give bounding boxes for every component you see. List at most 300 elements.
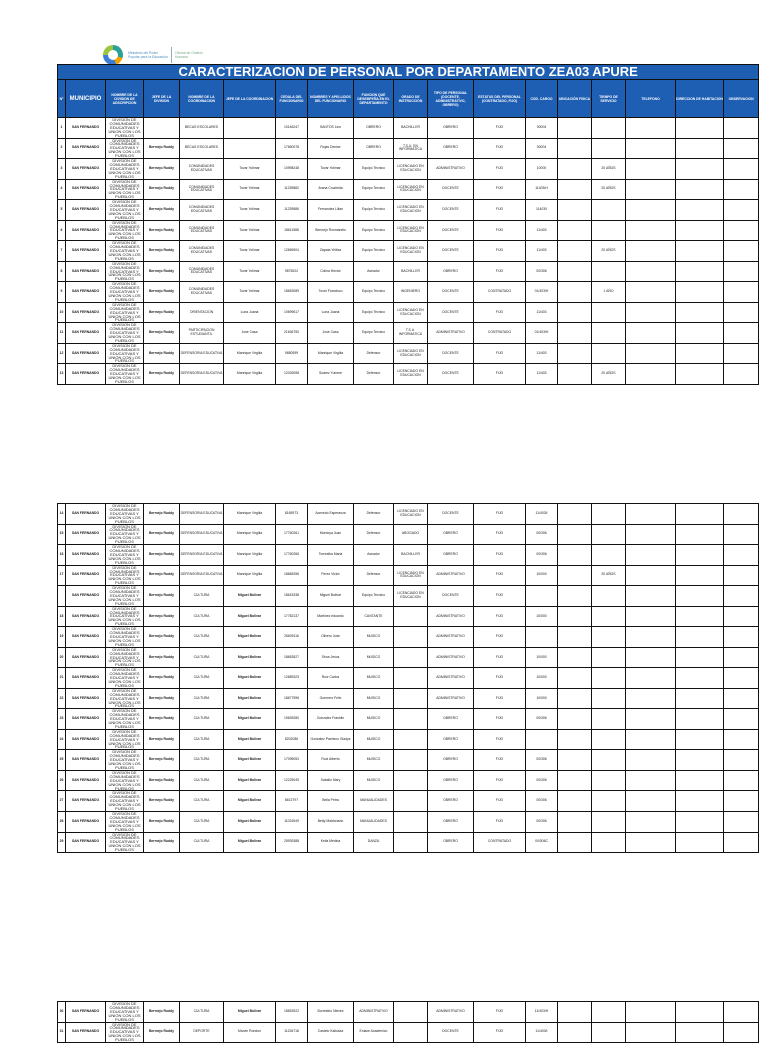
table-row bbox=[58, 668, 759, 689]
cell-div: DIVISION DE COMUNIDADES EDUCATIVAS Y UNION CON LOS PUEBLOS bbox=[106, 627, 144, 648]
cell-jcoord: Tovar Yolimar bbox=[224, 261, 276, 282]
cell-jefe: Bermejo Ruddy bbox=[144, 647, 180, 668]
cell-tel bbox=[626, 729, 676, 750]
cell-obs bbox=[724, 504, 759, 525]
cell-jcoord: Miguel Bolivar bbox=[224, 791, 276, 812]
cell-coord: COMUNIDADES EDUCATIVAS bbox=[180, 241, 224, 262]
cell-tipo: OBRERO bbox=[428, 729, 474, 750]
cell-coord: BECAS ESCOLARES bbox=[180, 118, 224, 139]
cell-func: OBRERO bbox=[354, 118, 394, 139]
column-header: NOMBRES Y APELLIDOS DEL FUNCIONARIO bbox=[308, 80, 354, 118]
cell-cod: 11403/H bbox=[526, 179, 558, 200]
cell-est: FIJO bbox=[474, 791, 526, 812]
cell-grado: LICENCIADO EN EDUCACION bbox=[394, 302, 428, 323]
column-header: JEFE DE LA COORDINACION bbox=[224, 80, 276, 118]
cell-mun: SAN FERNANDO bbox=[66, 323, 106, 344]
cell-obs bbox=[724, 1002, 759, 1023]
cell-func: Defensor bbox=[354, 504, 394, 525]
cell-jefe: Bermejo Ruddy bbox=[144, 729, 180, 750]
cell-grado bbox=[394, 729, 428, 750]
column-header: CEDULA DEL FUNCIONARIO bbox=[276, 80, 308, 118]
cell-mun: SAN FERNANDO bbox=[66, 770, 106, 791]
cell-coord: COMUNIDADES EDUCATIVAS bbox=[180, 200, 224, 221]
cell-mun: SAN FERNANDO bbox=[66, 811, 106, 832]
table-row bbox=[58, 138, 759, 159]
cell-ts bbox=[592, 545, 626, 566]
cell-nom: Bella Petra bbox=[308, 791, 354, 812]
cell-mun: SAN FERNANDO bbox=[66, 750, 106, 771]
cell-mun: SAN FERNANDO bbox=[66, 138, 106, 159]
cell-grado: BACHILLER bbox=[394, 261, 428, 282]
cell-ubic bbox=[558, 729, 592, 750]
cell-mun: SAN FERNANDO bbox=[66, 709, 106, 730]
cell-grado: LICENCIADO EN EDUCACION bbox=[394, 179, 428, 200]
cell-ubic bbox=[558, 179, 592, 200]
cell-jefe: Bermejo Ruddy bbox=[144, 627, 180, 648]
cell-obs bbox=[724, 770, 759, 791]
cell-ced: 11239886 bbox=[276, 200, 308, 221]
cell-cod bbox=[526, 627, 558, 648]
cell-grado bbox=[394, 606, 428, 627]
cell-ts bbox=[592, 586, 626, 607]
cell-ced: 12225049 bbox=[276, 770, 308, 791]
cell-mun: SAN FERNANDO bbox=[66, 200, 106, 221]
cell-n: 19 bbox=[58, 627, 66, 648]
cell-jefe bbox=[144, 118, 180, 139]
cell-ced: 18653527 bbox=[276, 647, 308, 668]
cell-tel bbox=[626, 770, 676, 791]
cell-func: MUSICO bbox=[354, 709, 394, 730]
cell-func: Equipo Tecnico bbox=[354, 200, 394, 221]
cell-jefe: Bermejo Ruddy bbox=[144, 323, 180, 344]
cell-ts bbox=[592, 138, 626, 159]
cell-ubic bbox=[558, 832, 592, 853]
cell-jcoord: Miguel Bolivar bbox=[224, 627, 276, 648]
cell-ubic bbox=[558, 586, 592, 607]
table-row bbox=[58, 647, 759, 668]
table-row bbox=[58, 261, 759, 282]
cell-ced: 12689323 bbox=[276, 668, 308, 689]
cell-div: DIVISION DE COMUNIDADES EDUCATIVAS Y UNION CON LOS PUEBLOS bbox=[106, 179, 144, 200]
cell-grado bbox=[394, 1022, 428, 1043]
cell-nom: Rojas Denise bbox=[308, 138, 354, 159]
cell-ts: 20 AÑOS bbox=[592, 364, 626, 385]
cell-tel bbox=[626, 282, 676, 303]
cell-func: MUSICO bbox=[354, 729, 394, 750]
cell-jcoord: Miguel Bolivar bbox=[224, 1002, 276, 1023]
cell-dir bbox=[676, 282, 724, 303]
cell-obs bbox=[724, 688, 759, 709]
table-row bbox=[58, 282, 759, 303]
table-row bbox=[58, 606, 759, 627]
cell-coord: CULTURA bbox=[180, 668, 224, 689]
cell-n: 13 bbox=[58, 364, 66, 385]
cell-coord: CULTURA bbox=[180, 770, 224, 791]
cell-est: FIJO bbox=[474, 118, 526, 139]
cell-dir bbox=[676, 545, 724, 566]
cell-jcoord: Jose Casa bbox=[224, 323, 276, 344]
cell-grado bbox=[394, 627, 428, 648]
cell-cod bbox=[526, 729, 558, 750]
cell-div: DIVISION DE COMUNIDADES EDUCATIVAS Y UNION CON LOS PUEBLOS bbox=[106, 302, 144, 323]
cell-func: Equipo Tecnico bbox=[354, 282, 394, 303]
cell-ts: 20 AÑOS bbox=[592, 179, 626, 200]
cell-n: 2 bbox=[58, 138, 66, 159]
cell-tipo: ADMINISTRATIVO bbox=[428, 627, 474, 648]
cell-dir bbox=[676, 302, 724, 323]
cell-tipo: ADMINISTRATIVO bbox=[428, 668, 474, 689]
cell-ced: 9680959 bbox=[276, 343, 308, 364]
table-row bbox=[58, 565, 759, 586]
cell-ced: 17650078 bbox=[276, 138, 308, 159]
cell-tel bbox=[626, 200, 676, 221]
cell-n: 7 bbox=[58, 241, 66, 262]
cell-cod: 10/000 bbox=[526, 606, 558, 627]
cell-tipo: DOCENTE bbox=[428, 282, 474, 303]
cell-div: DIVISION DE COMUNIDADES EDUCATIVAS Y UNION CON LOS PUEBLOS bbox=[106, 709, 144, 730]
cell-dir bbox=[676, 647, 724, 668]
cell-ced: 11226718 bbox=[276, 1022, 308, 1043]
cell-jefe: Bermejo Ruddy bbox=[144, 302, 180, 323]
cell-coord: CULTURA bbox=[180, 627, 224, 648]
cell-nom: Gonzalez Pacheco Gladys bbox=[308, 729, 354, 750]
cell-grado: LICENCIADO EN EDUCACION bbox=[394, 504, 428, 525]
column-header: MUNICIPIO bbox=[66, 80, 106, 118]
cell-jcoord bbox=[224, 118, 276, 139]
cell-cod: 00/306 bbox=[526, 770, 558, 791]
cell-nom: Castelo Katiuska bbox=[308, 1022, 354, 1043]
cell-jefe: Bermejo Ruddy bbox=[144, 261, 180, 282]
cell-ubic bbox=[558, 241, 592, 262]
cell-n: 27 bbox=[58, 791, 66, 812]
cell-grado: T.S.U. INFORMATICA bbox=[394, 323, 428, 344]
cell-cod: 11/403 bbox=[526, 343, 558, 364]
table-row bbox=[58, 1002, 759, 1023]
cell-n: 22 bbox=[58, 688, 66, 709]
cell-ced: 8202086 bbox=[276, 729, 308, 750]
table-row bbox=[58, 791, 759, 812]
cell-grado bbox=[394, 750, 428, 771]
table-row bbox=[58, 343, 759, 364]
cell-jcoord: Manrique Virgilia bbox=[224, 565, 276, 586]
cell-tipo: ADMINISTRATIVO bbox=[428, 159, 474, 180]
cell-dir bbox=[676, 832, 724, 853]
cell-jcoord: Luna Juana bbox=[224, 302, 276, 323]
cell-grado bbox=[394, 770, 428, 791]
cell-obs bbox=[724, 1022, 759, 1043]
cell-dir bbox=[676, 179, 724, 200]
cell-ced: 25939388 bbox=[276, 832, 308, 853]
cell-tipo: OBRERO bbox=[428, 524, 474, 545]
cell-cod: 01/403/H bbox=[526, 282, 558, 303]
cell-n: 24 bbox=[58, 729, 66, 750]
cell-cod: 11/403 bbox=[526, 241, 558, 262]
cell-jefe: Bermejo Ruddy bbox=[144, 179, 180, 200]
cell-est: FIJO bbox=[474, 504, 526, 525]
cell-ced: 10699617 bbox=[276, 302, 308, 323]
cell-coord: COMUNIDADES EDUCATIVAS bbox=[180, 261, 224, 282]
cell-func: Defensor bbox=[354, 343, 394, 364]
cell-coord: BECAS ESCOLARES bbox=[180, 138, 224, 159]
cell-func: OBRERO bbox=[354, 138, 394, 159]
cell-coord: CULTURA bbox=[180, 729, 224, 750]
cell-grado: LICENCIADO EN EDUCACION bbox=[394, 159, 428, 180]
cell-cod: 10/000 bbox=[526, 668, 558, 689]
cell-nom: Montoya Juan bbox=[308, 524, 354, 545]
cell-jefe: Bermejo Ruddy bbox=[144, 545, 180, 566]
cell-n: 29 bbox=[58, 832, 66, 853]
cell-cod: 01/403/H bbox=[526, 323, 558, 344]
cell-cod: 00/306 bbox=[526, 545, 558, 566]
cell-mun: SAN FERNANDO bbox=[66, 647, 106, 668]
cell-div: DIVISION DE COMUNIDADES EDUCATIVAS Y UNION CON LOS PUEBLOS bbox=[106, 565, 144, 586]
cell-ts: 20 AÑOS bbox=[592, 565, 626, 586]
cell-ts bbox=[592, 668, 626, 689]
cell-dir bbox=[676, 261, 724, 282]
table-row bbox=[58, 688, 759, 709]
table-row bbox=[58, 364, 759, 385]
cell-dir bbox=[676, 343, 724, 364]
cell-ced: 10998248 bbox=[276, 159, 308, 180]
cell-nom: Siroa Jesus bbox=[308, 647, 354, 668]
cell-ubic bbox=[558, 118, 592, 139]
cell-n: 12 bbox=[58, 343, 66, 364]
cell-nom: Saballo Mary bbox=[308, 770, 354, 791]
cell-dir bbox=[676, 770, 724, 791]
cell-est: FIJO bbox=[474, 729, 526, 750]
cell-div: DIVISION DE COMUNIDADES EDUCATIVAS Y UNION CON LOS PUEBLOS bbox=[106, 811, 144, 832]
cell-nom: Suarez Yumme bbox=[308, 364, 354, 385]
cell-func: MUSICO bbox=[354, 647, 394, 668]
cell-coord: COMUNIDADES EDUCATIVAS bbox=[180, 220, 224, 241]
cell-dir bbox=[676, 159, 724, 180]
cell-div: DIVISION DE COMUNIDADES EDUCATIVAS Y UNION CON LOS PUEBLOS bbox=[106, 606, 144, 627]
cell-obs bbox=[724, 343, 759, 364]
cell-tel bbox=[626, 323, 676, 344]
logo-text-office: Oficina de Gestión Humana bbox=[175, 51, 203, 59]
table-row bbox=[58, 750, 759, 771]
cell-tel bbox=[626, 159, 676, 180]
cell-jefe: Bermejo Ruddy bbox=[144, 1022, 180, 1043]
cell-ubic bbox=[558, 791, 592, 812]
cell-ced: 17095053 bbox=[276, 750, 308, 771]
cell-div: DIVISION DE COMUNIDADES EDUCATIVAS Y UNION CON LOS PUEBLOS bbox=[106, 1022, 144, 1043]
cell-ced: 17782137 bbox=[276, 606, 308, 627]
cell-cod: 00/306 bbox=[526, 261, 558, 282]
cell-tel bbox=[626, 832, 676, 853]
cell-tipo: OBRERO bbox=[428, 261, 474, 282]
cell-jcoord: Miguel Bolivar bbox=[224, 729, 276, 750]
cell-func: CANTANTE bbox=[354, 606, 394, 627]
cell-n: 18 bbox=[58, 606, 66, 627]
cell-tipo: ADMINISTRATIVO bbox=[428, 606, 474, 627]
cell-mun: SAN FERNANDO bbox=[66, 343, 106, 364]
cell-est: FIJO bbox=[474, 524, 526, 545]
cell-obs bbox=[724, 159, 759, 180]
cell-ts bbox=[592, 343, 626, 364]
cell-func: Aseador bbox=[354, 545, 394, 566]
cell-est: FIJO bbox=[474, 770, 526, 791]
cell-grado: LICENCIADO EN EDUCACION bbox=[394, 586, 428, 607]
cell-nom: Borrestrio Nieves bbox=[308, 1002, 354, 1023]
cell-tel bbox=[626, 220, 676, 241]
cell-obs bbox=[724, 729, 759, 750]
cell-coord: DEFENSORIA EDUCATIVA bbox=[180, 364, 224, 385]
cell-ts bbox=[592, 323, 626, 344]
cell-nom: Ruiz Carlos bbox=[308, 668, 354, 689]
cell-ced: 21636750 bbox=[276, 323, 308, 344]
cell-est: CONTRATADO bbox=[474, 323, 526, 344]
cell-jcoord: Manrique Virgilia bbox=[224, 524, 276, 545]
cell-tel bbox=[626, 709, 676, 730]
cell-coord: CULTURA bbox=[180, 606, 224, 627]
cell-dir bbox=[676, 1022, 724, 1043]
cell-tel bbox=[626, 364, 676, 385]
cell-ubic bbox=[558, 524, 592, 545]
cell-tipo: ADMINISTRATIVO bbox=[428, 323, 474, 344]
cell-func: Defensor bbox=[354, 364, 394, 385]
cell-cod: 11/403 bbox=[526, 302, 558, 323]
cell-jefe: Bermejo Ruddy bbox=[144, 606, 180, 627]
cell-dir bbox=[676, 688, 724, 709]
cell-obs bbox=[724, 647, 759, 668]
cell-ced: 8165973 bbox=[276, 504, 308, 525]
cell-nom: Keila Medina bbox=[308, 832, 354, 853]
cell-mun: SAN FERNANDO bbox=[66, 302, 106, 323]
cell-grado: INGENIERO bbox=[394, 282, 428, 303]
cell-func: Equipo Tecnico bbox=[354, 586, 394, 607]
cell-obs bbox=[724, 565, 759, 586]
table-row bbox=[58, 118, 759, 139]
cell-div: DIVISION DE COMUNIDADES EDUCATIVAS Y UNION CON LOS PUEBLOS bbox=[106, 545, 144, 566]
cell-ts: 1 AÑO bbox=[592, 282, 626, 303]
cell-div: DIVISION DE COMUNIDADES EDUCATIVAS Y UNION CON LOS PUEBLOS bbox=[106, 586, 144, 607]
cell-ced: 26609116 bbox=[276, 627, 308, 648]
cell-n: 14 bbox=[58, 504, 66, 525]
cell-n: 25 bbox=[58, 750, 66, 771]
cell-est: FIJO bbox=[474, 811, 526, 832]
cell-ubic bbox=[558, 770, 592, 791]
cell-est: CONTRATADO bbox=[474, 282, 526, 303]
cell-obs bbox=[724, 302, 759, 323]
cell-div: DIVISION DE COMUNIDADES EDUCATIVAS Y UNION CON LOS PUEBLOS bbox=[106, 1002, 144, 1023]
cell-mun: SAN FERNANDO bbox=[66, 565, 106, 586]
cell-div: DIVISION DE COMUNIDADES EDUCATIVAS Y UNION CON LOS PUEBLOS bbox=[106, 364, 144, 385]
cell-tel bbox=[626, 545, 676, 566]
cell-grado bbox=[394, 668, 428, 689]
cell-func: MUSICO bbox=[354, 688, 394, 709]
column-header: OBSERVACION bbox=[724, 80, 759, 118]
cell-est: FIJO bbox=[474, 586, 526, 607]
cell-dir bbox=[676, 1002, 724, 1023]
cell-nom: Tovar Francisco bbox=[308, 282, 354, 303]
cell-dir bbox=[676, 586, 724, 607]
cell-ts bbox=[592, 524, 626, 545]
cell-tel bbox=[626, 668, 676, 689]
cell-dir bbox=[676, 709, 724, 730]
cell-coord: CULTURA bbox=[180, 586, 224, 607]
cell-nom: Fernandez Lilian bbox=[308, 200, 354, 221]
cell-div: DIVISION DE COMUNIDADES EDUCATIVAS Y UNION CON LOS PUEBLOS bbox=[106, 504, 144, 525]
cell-div: DIVISION DE COMUNIDADES EDUCATIVAS Y UNION CON LOS PUEBLOS bbox=[106, 200, 144, 221]
cell-dir bbox=[676, 668, 724, 689]
cell-ubic bbox=[558, 668, 592, 689]
cell-mun: SAN FERNANDO bbox=[66, 791, 106, 812]
cell-func: Aseador bbox=[354, 261, 394, 282]
cell-tipo: OBRERO bbox=[428, 811, 474, 832]
cell-mun: SAN FERNANDO bbox=[66, 627, 106, 648]
cell-nom: Acevedo Esperanza bbox=[308, 504, 354, 525]
cell-grado bbox=[394, 1002, 428, 1023]
cell-tel bbox=[626, 179, 676, 200]
cell-dir bbox=[676, 811, 724, 832]
cell-func: Defensor bbox=[354, 565, 394, 586]
cell-n: 11 bbox=[58, 323, 66, 344]
cell-mun: SAN FERNANDO bbox=[66, 179, 106, 200]
cell-jefe: Bermejo Ruddy bbox=[144, 364, 180, 385]
cell-tipo: OBRERO bbox=[428, 138, 474, 159]
cell-jcoord: Miguel Bolivar bbox=[224, 668, 276, 689]
cell-coord: DEFENSORIA EDUCATIVA bbox=[180, 504, 224, 525]
cell-nom: Miguel Bolivar bbox=[308, 586, 354, 607]
cell-obs bbox=[724, 545, 759, 566]
cell-obs bbox=[724, 323, 759, 344]
cell-cod: 10000 bbox=[526, 159, 558, 180]
cell-mun: SAN FERNANDO bbox=[66, 832, 106, 853]
cell-func: Equipo Tecnico bbox=[354, 179, 394, 200]
cell-func: MUSICO bbox=[354, 668, 394, 689]
cell-div: DIVISION DE COMUNIDADES EDUCATIVAS Y UNION CON LOS PUEBLOS bbox=[106, 791, 144, 812]
cell-ubic bbox=[558, 323, 592, 344]
cell-tel bbox=[626, 118, 676, 139]
cell-tel bbox=[626, 343, 676, 364]
cell-obs bbox=[724, 261, 759, 282]
cell-nom: Olivero Jose bbox=[308, 627, 354, 648]
cell-tipo: DOCENTE bbox=[428, 364, 474, 385]
cell-func: MANUALIDADES bbox=[354, 811, 394, 832]
cell-tipo: OBRERO bbox=[428, 545, 474, 566]
cell-div: DIVISION DE COMUNIDADES EDUCATIVAS Y UNION CON LOS PUEBLOS bbox=[106, 261, 144, 282]
cell-tipo: OBRERO bbox=[428, 832, 474, 853]
cell-ubic bbox=[558, 343, 592, 364]
cell-ts: 20 AÑOS bbox=[592, 241, 626, 262]
cell-ubic bbox=[558, 282, 592, 303]
cell-mun: SAN FERNANDO bbox=[66, 504, 106, 525]
table-row bbox=[58, 729, 759, 750]
cell-ts bbox=[592, 261, 626, 282]
cell-ced: 18677596 bbox=[276, 688, 308, 709]
cell-jcoord: Tovar Yolimar bbox=[224, 159, 276, 180]
cell-mun: SAN FERNANDO bbox=[66, 364, 106, 385]
cell-div: DIVISION DE COMUNIDADES EDUCATIVAS Y UNION CON LOS PUEBLOS bbox=[106, 770, 144, 791]
cell-n: 30 bbox=[58, 1002, 66, 1023]
cell-jefe: Bermejo Ruddy bbox=[144, 832, 180, 853]
cell-tipo: DOCENTE bbox=[428, 220, 474, 241]
column-header: ESTATUS DEL PERSONAL (CONTRATADO, FIJO) bbox=[474, 80, 526, 118]
ministry-logo-icon bbox=[103, 45, 123, 65]
cell-cod: 10/000 bbox=[526, 565, 558, 586]
cell-coord: PARTICIPACION ESTUDIANTIL bbox=[180, 323, 224, 344]
cell-jcoord: Miguel Bolivar bbox=[224, 750, 276, 771]
cell-nom: Jose Casa bbox=[308, 323, 354, 344]
cell-nom: Betty Maldonado bbox=[308, 811, 354, 832]
cell-ubic bbox=[558, 159, 592, 180]
cell-func: MUSICO bbox=[354, 627, 394, 648]
cell-obs bbox=[724, 627, 759, 648]
cell-func: Equipo Tecnico bbox=[354, 241, 394, 262]
cell-cod: 11/403 bbox=[526, 220, 558, 241]
cell-coord: CULTURA bbox=[180, 811, 224, 832]
